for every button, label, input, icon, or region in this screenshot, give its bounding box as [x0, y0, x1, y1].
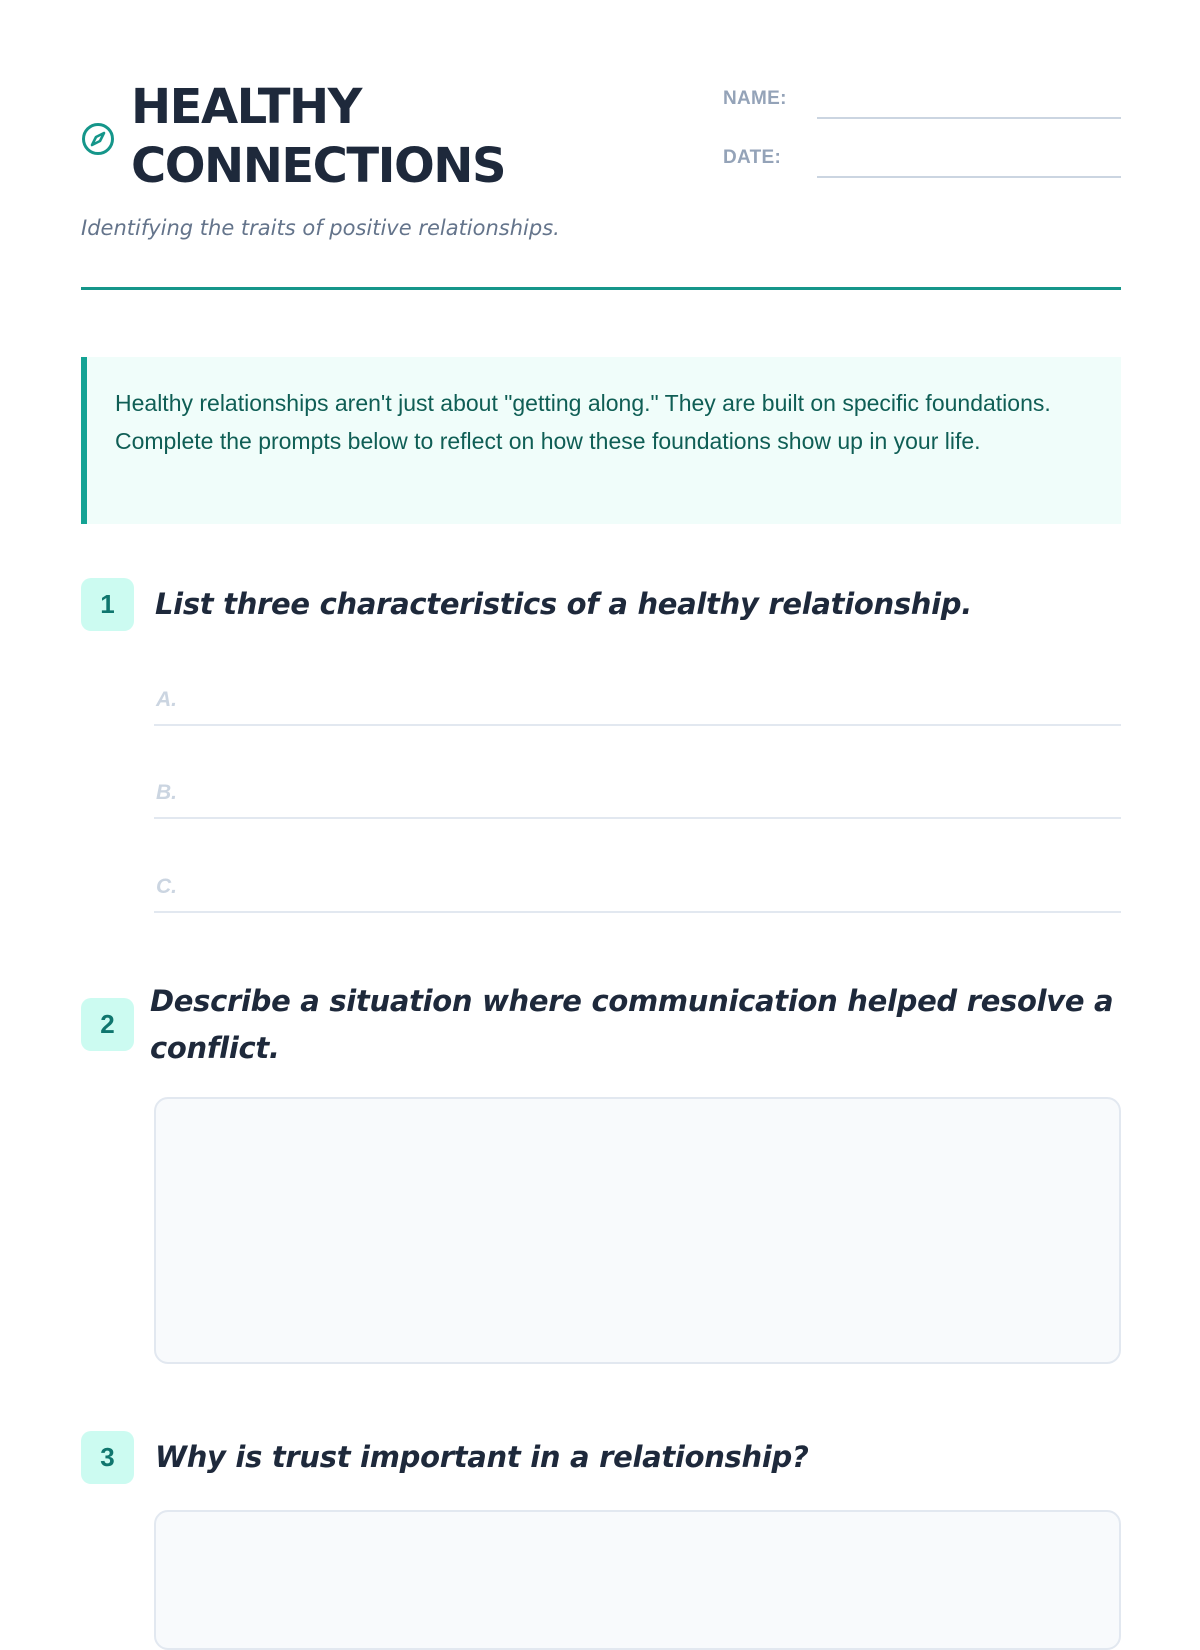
date-field[interactable]	[723, 137, 1121, 177]
date-label: DATE:	[723, 147, 782, 168]
compass-icon	[81, 122, 115, 156]
name-field[interactable]	[723, 78, 1121, 118]
page-subtitle: Identifying the traits of positive relationships.	[81, 216, 560, 240]
name-label: NAME:	[723, 88, 787, 109]
intro-callout	[81, 357, 1121, 524]
question-3-answer-box[interactable]	[154, 1510, 1121, 1650]
question-2-answer-box[interactable]	[154, 1097, 1121, 1364]
question-1-badge: 1	[81, 578, 134, 631]
answer-letter-c: C.	[156, 875, 177, 898]
title-line-2: CONNECTIONS	[131, 138, 506, 194]
name-line[interactable]	[817, 117, 1121, 119]
worksheet-header	[81, 78, 1121, 248]
title-line-1: HEALTHY	[131, 79, 361, 135]
question-3-badge: 3	[81, 1431, 134, 1484]
date-line[interactable]	[817, 176, 1121, 178]
question-1-prompt: List three characteristics of a healthy relationship.	[155, 587, 972, 621]
header-divider	[81, 287, 1121, 290]
question-3-prompt: Why is trust important in a relationship?	[155, 1440, 809, 1474]
intro-text: Healthy relationships aren't just about "getting along." They are built on specific foundations. Complete the prompts below to reflect on how these foundations show up in your life.	[115, 390, 1051, 454]
answer-line-a[interactable]	[154, 664, 1121, 726]
page-title	[131, 78, 651, 196]
question-2-badge: 2	[81, 998, 134, 1051]
answer-letter-b: B.	[156, 781, 177, 804]
answer-line-b[interactable]	[154, 757, 1121, 819]
answer-line-c[interactable]	[154, 851, 1121, 913]
question-2-prompt: Describe a situation where communication helped resolve a conflict.	[150, 984, 1114, 1065]
answer-letter-a: A.	[156, 688, 177, 711]
